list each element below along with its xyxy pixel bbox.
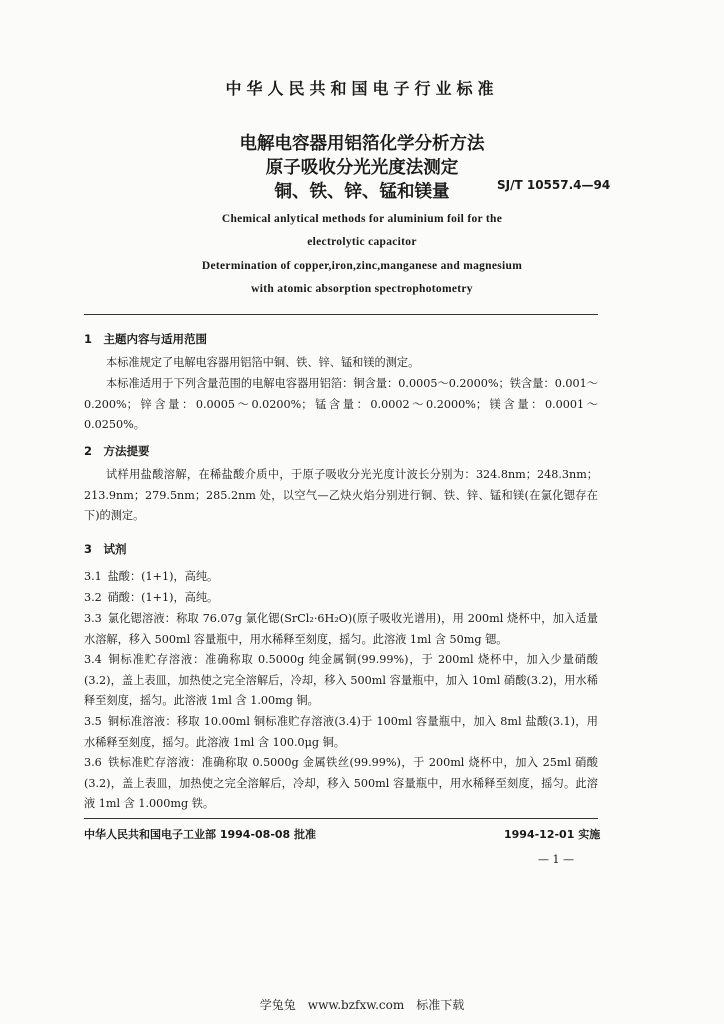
title-en-line1: Chemical anlytical methods for aluminium foil for the bbox=[221, 213, 503, 225]
approval-date: 中华人民共和国电子工业部 1994-08-08 批准 bbox=[84, 828, 317, 841]
reagent-item bbox=[84, 650, 598, 712]
title-en-line4: with atomic absorption spectrophotometry bbox=[251, 283, 473, 295]
page-number: — 1 — bbox=[538, 853, 574, 866]
item-text: 氯化锶溶液：称取 76.07g 氯化锶(SrCl₂·6H₂O)(原子吸收光谱用)，用 200ml 烧杯中，加入适量水溶解，移入 500ml 容量瓶中，用水稀释至刻度，摇匀。此溶液 1ml 含 50mg 锶。 bbox=[84, 612, 598, 646]
section-2-paragraph-1: 试样用盐酸溶解，在稀盐酸介质中，于原子吸收分光光度计波长分别为：324.8nm；248.3nm；213.9nm；279.5nm；285.2nm 处，以空气—乙炔火焰分别进行铜、铁、锌、锰和镁(在氯化锶存在下)的测定。 bbox=[84, 468, 598, 522]
section-1-heading: 1 主题内容与适用范围 bbox=[84, 332, 208, 346]
watermark-text: 学兔兔 www.bzfxw.com 标准下载 bbox=[259, 998, 465, 1012]
item-text: 铜标准贮存溶液：准确称取 0.5000g 纯金属铜(99.99%)，于 200ml 烧杯中，加入少量硝酸(3.2)，盖上表皿，加热使之完全溶解后，冷却，移入 500ml 容量瓶中，加入 10ml 硝酸(3.2)，用水稀释至刻度，摇匀。此溶液 1ml 含 1.00mg 铜。 bbox=[84, 653, 598, 707]
reagent-item bbox=[84, 712, 598, 753]
reagent-item bbox=[84, 753, 598, 815]
reagent-item bbox=[84, 588, 598, 609]
title-cn-line3: 铜、铁、锌、锰和镁量 bbox=[274, 182, 450, 202]
issuing-body-title: 中华人民共和国电子行业标准 bbox=[225, 79, 499, 98]
section-1-paragraph-1: 本标准规定了电解电容器用铝箔中铜、铁、锌、锰和镁的测定。 bbox=[106, 356, 420, 369]
item-text: 铁标准贮存溶液：准确称取 0.5000g 金属铁丝(99.99%)，于 200ml 烧杯中，加入 25ml 硝酸(3.2)，盖上表皿，加热使之完全溶解后，冷却，移入 500ml 容量瓶中，用水稀释至刻度，摇匀。此溶液 1ml 含 1.000mg 铁。 bbox=[84, 756, 598, 810]
title-en-line2: electrolytic capacitor bbox=[307, 236, 417, 248]
title-en-line3: Determination of copper,iron,zinc,manganese and magnesium bbox=[201, 260, 523, 272]
section-2-heading: 2 方法提要 bbox=[84, 444, 150, 458]
item-number: 3.6 bbox=[84, 756, 102, 769]
item-number: 3.1 bbox=[84, 570, 102, 583]
title-cn-line1: 电解电容器用铝箔化学分析方法 bbox=[239, 134, 485, 154]
standard-number: SJ/T 10557.4—94 bbox=[497, 178, 611, 192]
reagent-item bbox=[84, 609, 598, 650]
item-number: 3.3 bbox=[84, 612, 102, 625]
reagent-item bbox=[84, 567, 598, 588]
title-cn-line2: 原子吸收分光光度法测定 bbox=[265, 158, 459, 178]
top-divider bbox=[84, 314, 598, 315]
item-text: 铜标准溶液：移取 10.00ml 铜标准贮存溶液(3.4)于 100ml 容量瓶中，加入 8ml 盐酸(3.1)，用水稀释至刻度，摇匀。此溶液 1ml 含 100.0μg 铜。 bbox=[84, 715, 598, 749]
item-number: 3.2 bbox=[84, 591, 102, 604]
section-1-paragraph-2: 本标准适用于下列含量范围的电解电容器用铝箔：铜含量：0.0005～0.2000%；铁含量：0.001～0.200%；锌含量：0.0005～0.0200%；锰含量：0.0002～0.2000%；镁含量：0.0001～0.0250%。 bbox=[84, 377, 598, 431]
item-number: 3.5 bbox=[84, 715, 102, 728]
item-text: 硝酸：(1+1)，高纯。 bbox=[107, 591, 219, 604]
item-number: 3.4 bbox=[84, 653, 102, 666]
section-3-heading: 3 试剂 bbox=[84, 542, 127, 556]
implementation-date: 1994-12-01 实施 bbox=[504, 828, 601, 841]
footer-divider bbox=[84, 818, 598, 819]
item-text: 盐酸：(1+1)，高纯。 bbox=[107, 570, 219, 583]
